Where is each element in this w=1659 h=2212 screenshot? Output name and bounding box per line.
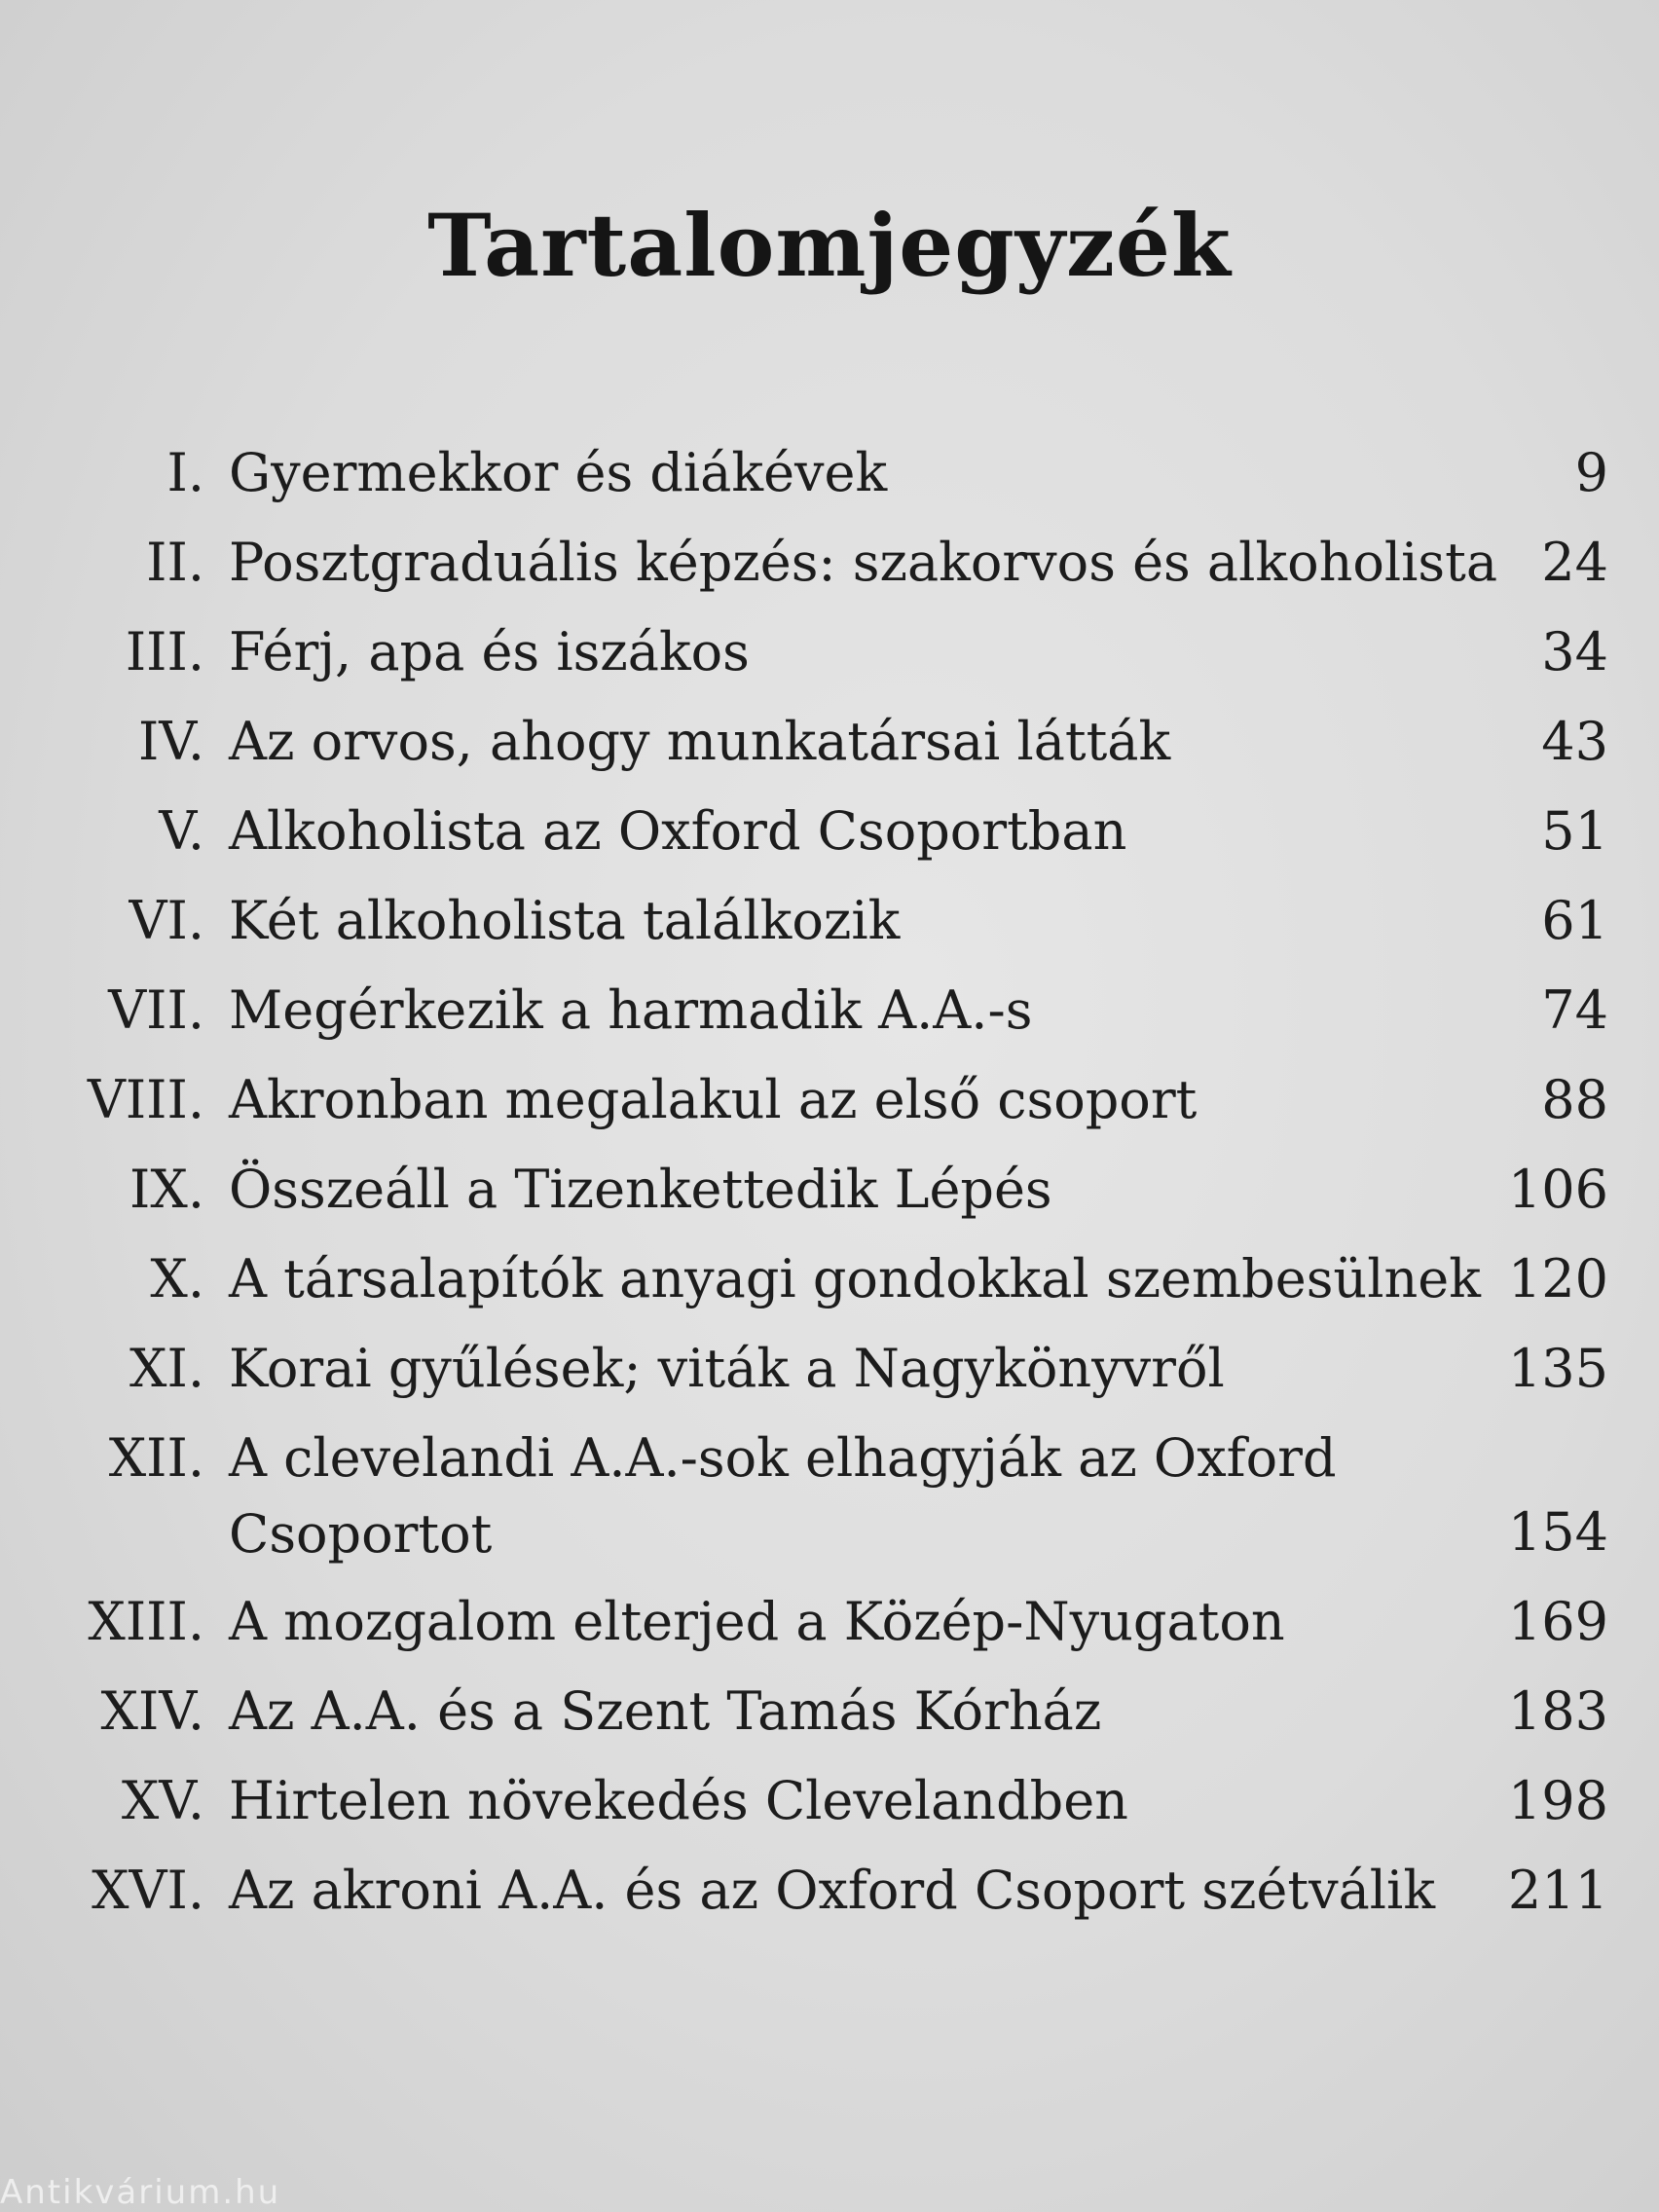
page-number: 61 (1541, 890, 1608, 951)
page-number: 135 (1507, 1338, 1608, 1399)
toc-entry (58, 1055, 1616, 1145)
page-number: 211 (1507, 1860, 1608, 1921)
chapter-title: A társalapítók anyagi gondokkal szembesülnek (229, 1248, 1481, 1309)
page-number: 106 (1507, 1159, 1608, 1220)
page-title: Tartalomjegyzék (427, 195, 1232, 296)
chapter-number: VI. (129, 890, 204, 951)
chapter-title: Férj, apa és iszákos (229, 621, 750, 682)
chapter-title: Az A.A. és a Szent Tamás Kórház (229, 1680, 1102, 1742)
chapter-title: Két alkoholista találkozik (229, 890, 901, 951)
chapter-number: II. (146, 532, 204, 593)
page-number: 154 (1507, 1501, 1608, 1563)
chapter-title: Megérkezik a harmadik A.A.-s (229, 979, 1033, 1041)
chapter-title: Posztgraduális képzés: szakorvos és alkoholista (229, 532, 1498, 593)
chapter-number: III. (125, 621, 204, 682)
toc-entry (58, 1145, 1616, 1235)
chapter-number: XIII. (88, 1591, 204, 1652)
chapter-number: VII. (108, 979, 204, 1041)
chapter-number: IV. (137, 711, 204, 772)
page-number: 34 (1541, 621, 1608, 682)
toc-entry (58, 428, 1616, 518)
toc-entry (58, 1577, 1616, 1667)
chapter-title: Az akroni A.A. és az Oxford Csoport szétválik (229, 1860, 1436, 1921)
toc-entry (58, 1235, 1616, 1324)
chapter-number: XV. (121, 1770, 204, 1831)
toc-entry (58, 608, 1616, 697)
chapter-title: Gyermekkor és diákévek (229, 442, 888, 503)
page-number: 9 (1574, 442, 1608, 503)
chapter-title: A clevelandi A.A.-sok elhagyják az Oxford Csoportot (229, 1427, 1337, 1565)
page-number: 88 (1541, 1069, 1608, 1130)
chapter-title: A mozgalom elterjed a Közép-Nyugaton (229, 1591, 1285, 1652)
watermark: Antikvárium.hu (0, 2173, 281, 2212)
toc-entry (58, 876, 1616, 966)
chapter-number: I. (166, 442, 204, 503)
page-number: 51 (1541, 800, 1608, 862)
chapter-number: XVI. (92, 1860, 204, 1921)
chapter-title: Összeáll a Tizenkettedik Lépés (229, 1159, 1052, 1220)
page-number: 183 (1507, 1680, 1608, 1742)
chapter-title: Akronban megalakul az első csoport (229, 1069, 1198, 1130)
page-number: 169 (1507, 1591, 1608, 1652)
chapter-number: XIV. (100, 1680, 204, 1742)
chapter-number: VIII. (87, 1069, 204, 1130)
toc-entry (58, 518, 1616, 608)
toc-entry (58, 966, 1616, 1055)
chapter-number: XII. (108, 1427, 204, 1489)
page-number: 198 (1507, 1770, 1608, 1831)
chapter-title: Alkoholista az Oxford Csoportban (229, 800, 1127, 862)
chapter-title: Korai gyűlések; viták a Nagykönyvről (229, 1338, 1225, 1399)
toc-entry (58, 787, 1616, 876)
page-number: 120 (1507, 1248, 1608, 1309)
table-of-contents (58, 428, 1616, 1936)
page-number: 24 (1541, 532, 1608, 593)
page-number: 43 (1541, 711, 1608, 772)
toc-entry (58, 1414, 1616, 1577)
toc-entry (58, 1756, 1616, 1846)
chapter-number: V. (159, 800, 204, 862)
chapter-number: XI. (129, 1338, 204, 1399)
chapter-title: Hirtelen növekedés Clevelandben (229, 1770, 1128, 1831)
toc-entry (58, 697, 1616, 787)
toc-entry (58, 1846, 1616, 1936)
toc-entry (58, 1667, 1616, 1756)
toc-entry (58, 1324, 1616, 1414)
chapter-number: IX. (129, 1159, 204, 1220)
chapter-number: X. (150, 1248, 204, 1309)
page-number: 74 (1541, 979, 1608, 1041)
chapter-title: Az orvos, ahogy munkatársai látták (229, 711, 1171, 772)
